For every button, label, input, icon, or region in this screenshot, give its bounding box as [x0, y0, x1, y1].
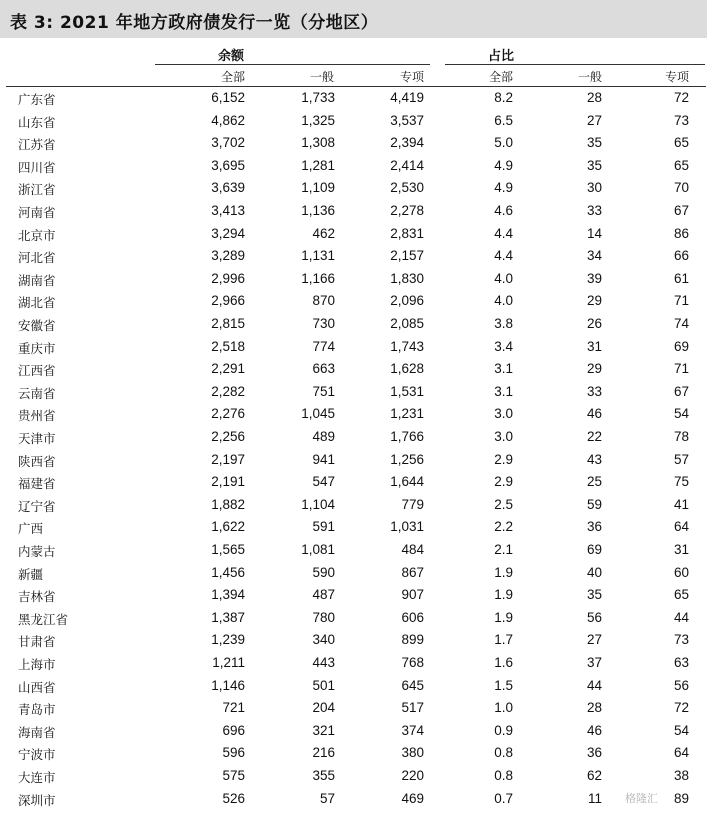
table-cell: 14: [586, 225, 602, 241]
table-cell: 1.5: [494, 677, 513, 693]
table-cell: 4,862: [211, 112, 245, 128]
table-cell: 2.1: [494, 542, 513, 557]
table-cell: 1,565: [211, 542, 245, 557]
table-cell: 64: [673, 745, 689, 761]
table-row: [0, 563, 707, 586]
region-name: 湖南省: [18, 272, 56, 288]
table-cell: 2,096: [390, 293, 424, 309]
group-underline-share: [445, 64, 705, 65]
table-cell: 3,695: [211, 157, 245, 173]
table-title: 表 3: 2021 年地方政府债发行一览（分地区）: [10, 13, 379, 33]
table-cell: 72: [673, 700, 689, 716]
table-cell: 907: [401, 587, 424, 603]
table-cell: 899: [401, 632, 424, 648]
table-cell: 33: [586, 203, 602, 218]
table-cell: 35: [586, 587, 602, 603]
table-cell: 1,031: [390, 519, 424, 535]
table-cell: 1.9: [494, 609, 513, 625]
table-cell: 3.4: [494, 338, 513, 354]
table-cell: 39: [586, 270, 602, 286]
table-cell: 74: [673, 316, 689, 331]
table-row: [0, 653, 707, 676]
table-cell: 1,387: [211, 609, 245, 625]
table-cell: 1,644: [390, 474, 424, 490]
table-cell: 28: [586, 90, 602, 105]
table-cell: 73: [673, 112, 689, 128]
table-row: [0, 608, 707, 631]
table-cell: 730: [312, 316, 335, 331]
table-cell: 70: [673, 180, 689, 196]
table-cell: 8.2: [494, 90, 513, 105]
table-cell: 2.9: [494, 474, 513, 490]
table-cell: 59: [586, 496, 602, 512]
table-cell: 0.9: [494, 722, 513, 738]
table-cell: 596: [222, 745, 245, 761]
table-cell: 0.8: [494, 745, 513, 761]
table-cell: 29: [586, 293, 602, 309]
table-cell: 469: [401, 790, 424, 806]
table-cell: 575: [222, 768, 245, 783]
table-cell: 31: [586, 338, 602, 354]
table-cell: 43: [586, 451, 602, 467]
table-cell: 1,882: [211, 496, 245, 512]
table-cell: 2,996: [211, 270, 245, 286]
table-row: [0, 585, 707, 608]
table-cell: 4.9: [494, 157, 513, 173]
region-name: 山西省: [18, 679, 56, 695]
table-cell: 4.6: [494, 203, 513, 218]
table-cell: 2.2: [494, 519, 513, 535]
table-cell: 71: [673, 361, 689, 377]
table-cell: 67: [673, 203, 689, 218]
table-cell: 38: [673, 768, 689, 783]
table-cell: 3.1: [494, 361, 513, 377]
table-cell: 35: [586, 135, 602, 151]
table-cell: 1,531: [390, 383, 424, 399]
table-row: [0, 630, 707, 653]
table-cell: 3.0: [494, 429, 513, 444]
table-cell: 606: [401, 609, 424, 625]
table-cell: 46: [586, 722, 602, 738]
table-row: [0, 382, 707, 405]
group-header-share: 占比: [488, 49, 515, 64]
table-cell: 57: [673, 451, 689, 467]
table-cell: 768: [401, 655, 424, 670]
table-cell: 526: [222, 790, 245, 806]
region-name: 陕西省: [18, 453, 56, 469]
table-cell: 62: [586, 768, 602, 783]
table-row: [0, 743, 707, 766]
region-name: 深圳市: [18, 792, 56, 808]
table-cell: 4.0: [494, 270, 513, 286]
table-cell: 5.0: [494, 135, 513, 151]
region-name: 浙江省: [18, 182, 56, 198]
table-cell: 65: [673, 157, 689, 173]
table-cell: 1,211: [212, 655, 245, 670]
table-row: [0, 156, 707, 179]
group-underline-balance: [155, 64, 430, 65]
table-cell: 2,282: [211, 383, 245, 399]
table-cell: 2,831: [390, 225, 424, 241]
table-cell: 56: [586, 609, 602, 625]
table-cell: 78: [673, 429, 689, 444]
table-cell: 1,830: [390, 270, 424, 286]
table-cell: 1,743: [390, 338, 424, 354]
region-name: 安徽省: [18, 318, 56, 333]
table-cell: 2,276: [211, 406, 245, 422]
table-cell: 2.5: [494, 496, 513, 512]
table-cell: 867: [401, 564, 424, 580]
table-row: [0, 88, 707, 111]
table-cell: 751: [312, 383, 335, 399]
table-cell: 645: [401, 677, 424, 693]
table-row: [0, 472, 707, 495]
table-cell: 46: [586, 406, 602, 422]
table-row: [0, 676, 707, 699]
table-cell: 3,413: [211, 203, 245, 218]
column-header: 专项: [399, 70, 424, 84]
region-name: 山东省: [18, 114, 56, 130]
table-cell: 4.0: [494, 293, 513, 309]
region-name: 广东省: [18, 92, 56, 107]
table-cell: 1,281: [301, 157, 335, 173]
table-row: [0, 337, 707, 360]
table-cell: 489: [312, 429, 335, 444]
table-cell: 2,518: [211, 338, 245, 354]
table-cell: 3.1: [494, 383, 513, 399]
table-cell: 1,308: [301, 135, 335, 151]
region-name: 吉林省: [18, 589, 56, 605]
table-cell: 44: [673, 609, 689, 625]
table-cell: 1.6: [494, 655, 513, 670]
table-cell: 204: [312, 700, 335, 716]
table-cell: 40: [586, 564, 602, 580]
table-cell: 3,639: [211, 180, 245, 196]
region-name: 河北省: [18, 250, 56, 266]
table-cell: 60: [673, 564, 689, 580]
table-cell: 1.0: [494, 700, 513, 716]
table-cell: 22: [586, 429, 602, 444]
table-cell: 57: [319, 790, 335, 806]
table-cell: 33: [586, 383, 602, 399]
table-cell: 71: [673, 293, 689, 309]
title-bar: [0, 0, 707, 38]
table-cell: 2,256: [211, 429, 245, 444]
table-cell: 3.8: [494, 316, 513, 331]
table-cell: 4,419: [390, 90, 424, 105]
region-name: 新疆: [18, 566, 44, 582]
table-cell: 1.9: [494, 587, 513, 603]
region-name: 青岛市: [18, 702, 56, 718]
table-cell: 3,289: [211, 248, 245, 264]
table-cell: 2,394: [390, 135, 424, 151]
region-name: 湖北省: [18, 295, 56, 311]
region-name: 贵州省: [18, 408, 56, 424]
table-cell: 75: [673, 474, 689, 490]
table-cell: 779: [401, 496, 424, 512]
table-cell: 1,166: [301, 270, 335, 286]
table-cell: 663: [312, 361, 335, 377]
table-cell: 63: [673, 655, 689, 670]
table-row: [0, 698, 707, 721]
region-name: 江苏省: [18, 137, 56, 153]
column-header: 全部: [488, 70, 513, 84]
table-cell: 28: [586, 700, 602, 716]
table-cell: 1.9: [494, 564, 513, 580]
region-name: 黑龙江省: [18, 611, 69, 627]
table-cell: 2,197: [211, 451, 245, 467]
table-cell: 1,239: [211, 632, 245, 648]
watermark: 格隆汇: [625, 792, 658, 805]
region-name: 江西省: [18, 363, 56, 379]
table-row: [0, 789, 707, 812]
table-cell: 3.0: [494, 406, 513, 422]
table-cell: 2,815: [211, 316, 245, 331]
table-cell: 220: [401, 768, 424, 783]
table-cell: 1,766: [390, 429, 424, 444]
table-cell: 1,131: [301, 248, 335, 264]
table-row: [0, 427, 707, 450]
table-cell: 941: [312, 451, 335, 467]
region-name: 大连市: [18, 770, 56, 785]
table-cell: 1,394: [211, 587, 245, 603]
table-cell: 2,278: [390, 203, 424, 218]
table-cell: 780: [312, 609, 335, 625]
table-cell: 1,733: [301, 90, 335, 105]
header-divider: [6, 86, 706, 87]
table-cell: 590: [312, 564, 335, 580]
table-cell: 591: [312, 519, 335, 535]
table-row: [0, 201, 707, 224]
table-cell: 1,109: [301, 180, 335, 196]
table-cell: 41: [673, 496, 689, 512]
table-cell: 25: [586, 474, 602, 490]
table-cell: 4.4: [494, 248, 513, 264]
region-name: 海南省: [18, 724, 56, 740]
table-cell: 443: [312, 655, 335, 670]
column-header: 一般: [577, 70, 602, 84]
group-header-balance: 余额: [218, 49, 245, 64]
table-cell: 34: [586, 248, 602, 264]
column-header: 专项: [664, 70, 689, 84]
table-cell: 89: [673, 790, 689, 806]
table-cell: 2,966: [211, 293, 245, 309]
region-name: 宁波市: [18, 747, 56, 763]
region-name: 内蒙古: [18, 544, 56, 559]
table-cell: 721: [222, 700, 245, 716]
table-row: [0, 359, 707, 382]
table-cell: 0.8: [494, 768, 513, 783]
column-header: 一般: [309, 70, 334, 84]
table-row: [0, 540, 707, 563]
table-cell: 1,628: [390, 361, 424, 377]
table-cell: 1.7: [494, 632, 513, 648]
table-row: [0, 450, 707, 473]
table-cell: 1,146: [211, 677, 245, 693]
table-cell: 2,191: [211, 474, 245, 490]
table-cell: 86: [673, 225, 689, 241]
table-cell: 501: [312, 677, 335, 693]
table-cell: 1,325: [301, 112, 335, 128]
table-cell: 30: [586, 180, 602, 196]
table-cell: 4.9: [494, 180, 513, 196]
region-name: 四川省: [18, 159, 56, 175]
table-cell: 2,085: [390, 316, 424, 331]
table-cell: 1,456: [211, 564, 245, 580]
region-name: 辽宁省: [18, 498, 56, 514]
table-cell: 36: [586, 519, 602, 535]
table-cell: 0.7: [494, 790, 513, 806]
table-cell: 73: [673, 632, 689, 648]
table-cell: 56: [673, 677, 689, 693]
table-cell: 27: [586, 632, 602, 648]
table-cell: 1,622: [211, 519, 245, 535]
table-cell: 340: [312, 632, 335, 648]
table-row: [0, 314, 707, 337]
table-row: [0, 495, 707, 518]
table-cell: 65: [673, 587, 689, 603]
table-cell: 2.9: [494, 451, 513, 467]
region-name: 天津市: [18, 431, 56, 446]
table-cell: 3,702: [211, 135, 245, 151]
table-row: [0, 224, 707, 247]
table-cell: 67: [673, 383, 689, 399]
table-row: [0, 404, 707, 427]
region-name: 福建省: [18, 476, 56, 492]
table-row: [0, 133, 707, 156]
table-cell: 29: [586, 361, 602, 377]
table-cell: 374: [401, 722, 424, 738]
table-cell: 54: [673, 722, 689, 738]
table-cell: 1,136: [301, 203, 335, 218]
region-name: 北京市: [18, 227, 56, 243]
table-cell: 321: [312, 722, 335, 738]
region-name: 河南省: [18, 205, 56, 220]
table-cell: 380: [401, 745, 424, 761]
table-cell: 870: [312, 293, 335, 309]
region-name: 上海市: [18, 657, 56, 672]
region-name: 云南省: [18, 385, 56, 401]
table-cell: 462: [312, 225, 335, 241]
table-cell: 774: [312, 338, 335, 354]
table-cell: 2,157: [390, 248, 424, 264]
table-cell: 355: [312, 768, 335, 783]
table-cell: 6,152: [211, 90, 245, 105]
table-cell: 35: [586, 157, 602, 173]
table-cell: 1,231: [390, 406, 424, 422]
table-row: [0, 111, 707, 134]
table-cell: 2,414: [390, 157, 424, 173]
table-row: [0, 721, 707, 744]
table-cell: 69: [673, 338, 689, 354]
table-cell: 6.5: [494, 112, 513, 128]
table-cell: 72: [673, 90, 689, 105]
table-cell: 484: [401, 542, 424, 557]
table-row: [0, 246, 707, 269]
table-row: [0, 178, 707, 201]
table-row: [0, 517, 707, 540]
table-cell: 54: [673, 406, 689, 422]
table-cell: 3,294: [211, 225, 245, 241]
region-name: 广西: [18, 521, 44, 537]
table-cell: 69: [586, 542, 602, 557]
table-cell: 696: [222, 722, 245, 738]
table-row: [0, 269, 707, 292]
table-cell: 1,104: [301, 496, 335, 512]
table-cell: 27: [586, 112, 602, 128]
table-cell: 36: [586, 745, 602, 761]
table-cell: 216: [312, 745, 335, 761]
table-cell: 65: [673, 135, 689, 151]
table-cell: 1,081: [301, 542, 335, 557]
table-cell: 1,256: [390, 451, 424, 467]
table-cell: 2,291: [211, 361, 245, 377]
table-cell: 3,537: [390, 112, 424, 128]
table-cell: 2,530: [390, 180, 424, 196]
table-cell: 4.4: [494, 225, 513, 241]
region-name: 甘肃省: [18, 634, 56, 650]
table-row: [0, 766, 707, 789]
table-cell: 547: [312, 474, 335, 490]
table-cell: 66: [673, 248, 689, 264]
table-cell: 64: [673, 519, 689, 535]
table-cell: 11: [587, 790, 602, 806]
table-cell: 487: [312, 587, 335, 603]
table-cell: 37: [586, 655, 602, 670]
region-name: 重庆市: [18, 340, 56, 356]
column-header: 全部: [220, 70, 245, 84]
table-cell: 26: [586, 316, 602, 331]
table-cell: 517: [401, 700, 424, 716]
table-row: [0, 291, 707, 314]
table-cell: 1,045: [301, 406, 335, 422]
table-cell: 61: [673, 270, 689, 286]
table-cell: 44: [586, 677, 602, 693]
table-cell: 31: [673, 542, 689, 557]
